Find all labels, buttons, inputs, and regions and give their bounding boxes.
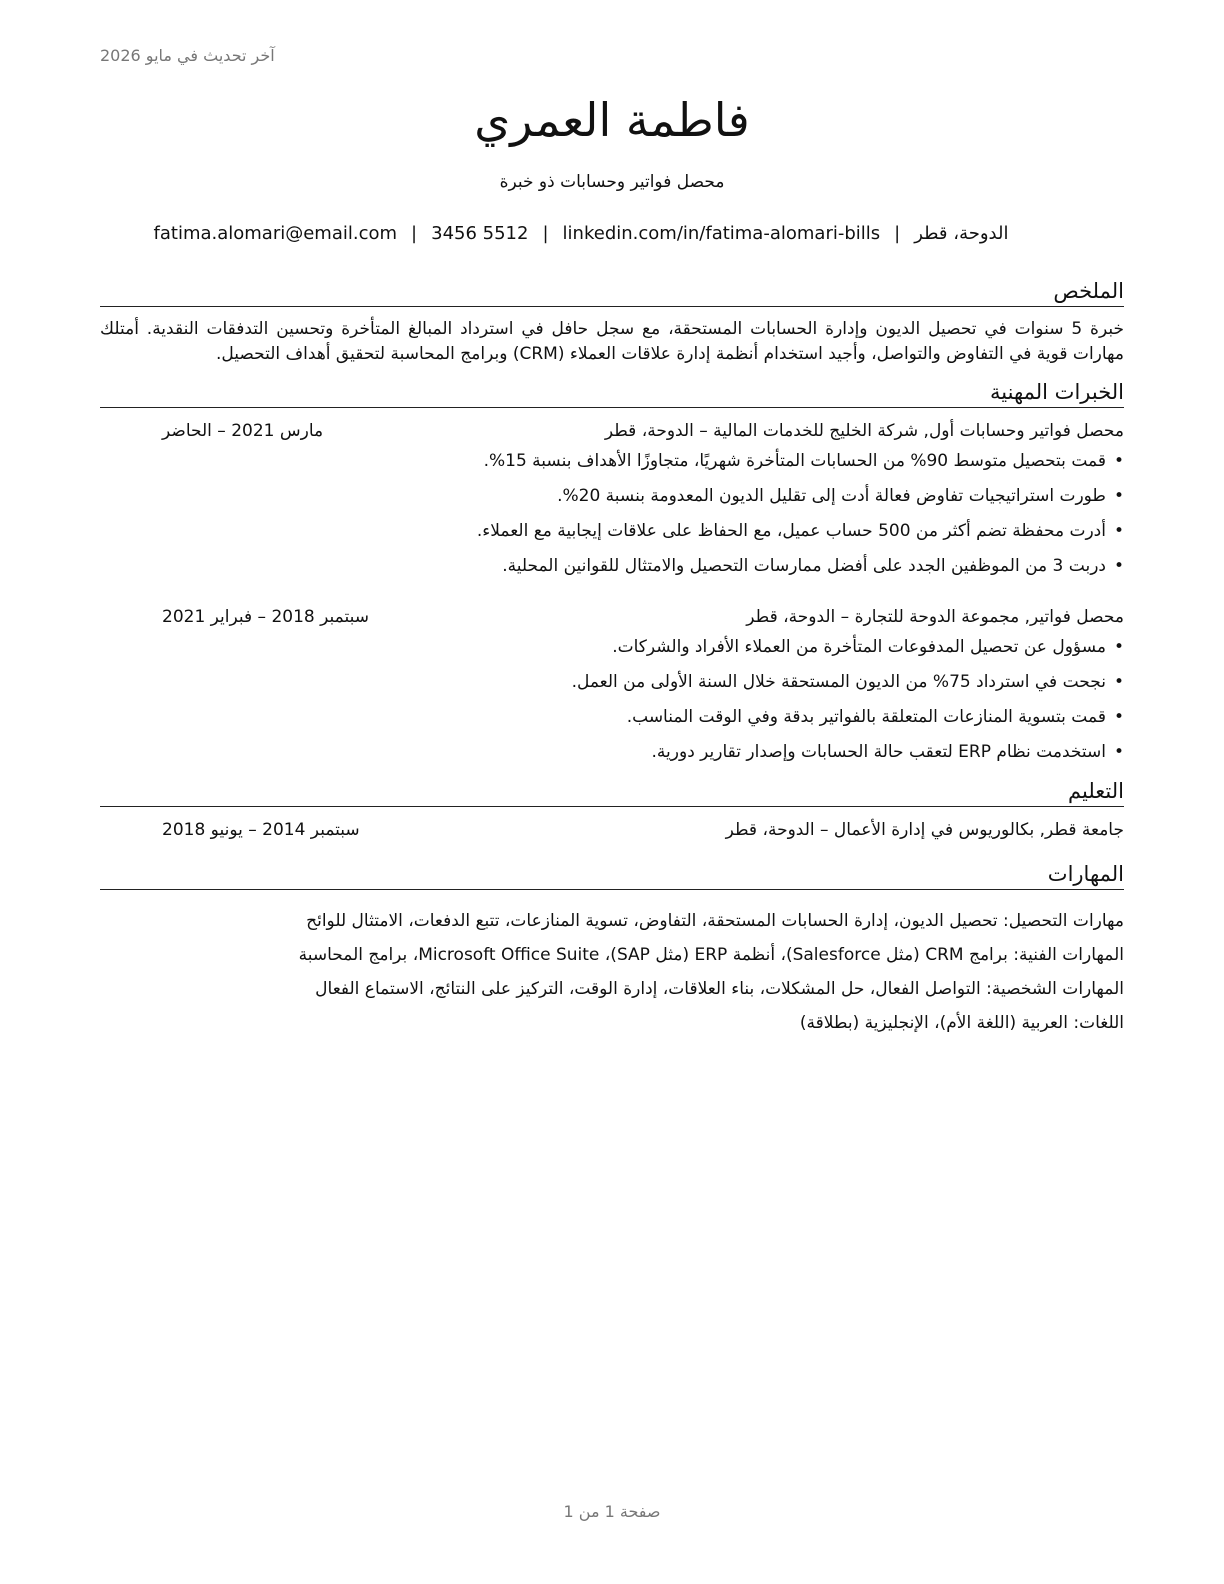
list-item <box>100 479 1124 514</box>
contact-linkedin[interactable]: linkedin.com/in/fatima-alomari-bills <box>562 223 881 244</box>
bullet-text: طورت استراتيجيات تفاوض فعالة أدت إلى تقليل الديون المعدومة بنسبة 20%. <box>557 486 1106 506</box>
skills-line: المهارات الشخصية: التواصل الفعال، حل المشكلات، بناء العلاقات، إدارة الوقت، التركيز على النتائج، الاستماع الفعال <box>315 979 1124 999</box>
contact-phone: 3456 5512 <box>431 223 529 244</box>
bullet-text: نجحت في استرداد 75% من الديون المستحقة خلال السنة الأولى من العمل. <box>571 672 1106 692</box>
bullet-icon: • <box>1113 556 1124 576</box>
bullet-text: استخدمت نظام ERP لتعقب حالة الحسابات وإصدار تقارير دورية. <box>651 742 1106 762</box>
list-item <box>100 549 1124 584</box>
job-entry <box>100 418 1124 584</box>
resume-body <box>100 276 1124 1040</box>
list-item <box>100 665 1124 700</box>
skills-line: اللغات: العربية (اللغة الأم)، الإنجليزية (بطلاقة) <box>799 1013 1124 1033</box>
bullet-icon: • <box>1113 742 1124 762</box>
contact-separator: | <box>894 223 901 244</box>
contact-email[interactable]: fatima.alomari@email.com <box>153 223 398 244</box>
bullet-text: دربت 3 من الموظفين الجدد على أفضل ممارسات التحصيل والامتثال للقوانين المحلية. <box>502 556 1106 576</box>
education-heading: التعليم <box>100 776 1124 807</box>
education-degree: جامعة قطر, بكالوريوس في إدارة الأعمال – الدوحة، قطر <box>725 820 1124 840</box>
last-updated: آخر تحديث في مايو 2026 <box>100 46 275 65</box>
education-dates: سبتمبر 2014 – يونيو 2018 <box>162 820 360 840</box>
bullet-text: أدرت محفظة تضم أكثر من 500 حساب عميل، مع الحفاظ على علاقات إيجابية مع العملاء. <box>476 521 1106 541</box>
bullet-text: قمت بتسوية المنازعات المتعلقة بالفواتير بدقة وفي الوقت المناسب. <box>626 707 1106 727</box>
list-item <box>100 700 1124 735</box>
job-entry <box>100 604 1124 770</box>
experience-heading: الخبرات المهنية <box>100 377 1124 408</box>
list-item <box>100 630 1124 665</box>
summary-text: خبرة 5 سنوات في تحصيل الديون وإدارة الحسابات المستحقة، مع سجل حافل في استرداد المبالغ المتأخرة وتحسين التدفقات النقدية. أمتلك مهارات قوية في التفاوض والتواصل، وأجيد استخدام أنظمة إدارة علاقات العملاء (CRM) وبرامج المحاسبة لتحقيق أهداف التحصيل. <box>100 319 1124 364</box>
skills-line: مهارات التحصيل: تحصيل الديون، إدارة الحسابات المستحقة، التفاوض، تسوية المنازعات، تتبع الدفعات، الامتثال للوائح <box>306 911 1124 931</box>
bullet-text: مسؤول عن تحصيل المدفوعات المتأخرة من العملاء الأفراد والشركات. <box>612 637 1106 657</box>
education-entry <box>100 817 1124 843</box>
bullet-icon: • <box>1113 672 1124 692</box>
page-number: صفحة 1 من 1 <box>563 1502 661 1521</box>
job-position: محصل فواتير, مجموعة الدوحة للتجارة – الدوحة، قطر <box>746 607 1124 627</box>
job-title: محصل فواتير وحسابات ذو خبرة <box>499 172 725 192</box>
skills-list <box>100 900 1124 1040</box>
job-bullets <box>100 444 1124 584</box>
contact-line <box>100 223 1062 244</box>
bullet-icon: • <box>1113 521 1124 541</box>
list-item <box>100 514 1124 549</box>
skills-heading: المهارات <box>100 859 1124 890</box>
person-name: فاطمة العمري <box>474 93 750 147</box>
job-bullets <box>100 630 1124 770</box>
bullet-icon: • <box>1113 451 1124 471</box>
job-dates: مارس 2021 – الحاضر <box>162 421 324 441</box>
bullet-text: قمت بتحصيل متوسط 90% من الحسابات المتأخرة شهريًا، متجاوزًا الأهداف بنسبة 15%. <box>483 451 1106 471</box>
bullet-icon: • <box>1113 486 1124 506</box>
bullet-icon: • <box>1113 707 1124 727</box>
job-position: محصل فواتير وحسابات أول, شركة الخليج للخدمات المالية – الدوحة، قطر <box>604 421 1124 441</box>
job-dates: سبتمبر 2018 – فبراير 2021 <box>162 607 369 627</box>
contact-separator: | <box>542 223 549 244</box>
summary-heading: الملخص <box>100 276 1124 307</box>
skills-line: المهارات الفنية: برامج CRM (مثل Salesforce)، أنظمة ERP (مثل SAP)، Microsoft Office Suite، برامج المحاسبة <box>298 945 1124 965</box>
contact-separator: | <box>411 223 418 244</box>
list-item <box>100 444 1124 479</box>
bullet-icon: • <box>1113 637 1124 657</box>
list-item <box>100 735 1124 770</box>
contact-location: الدوحة، قطر <box>914 223 1009 244</box>
